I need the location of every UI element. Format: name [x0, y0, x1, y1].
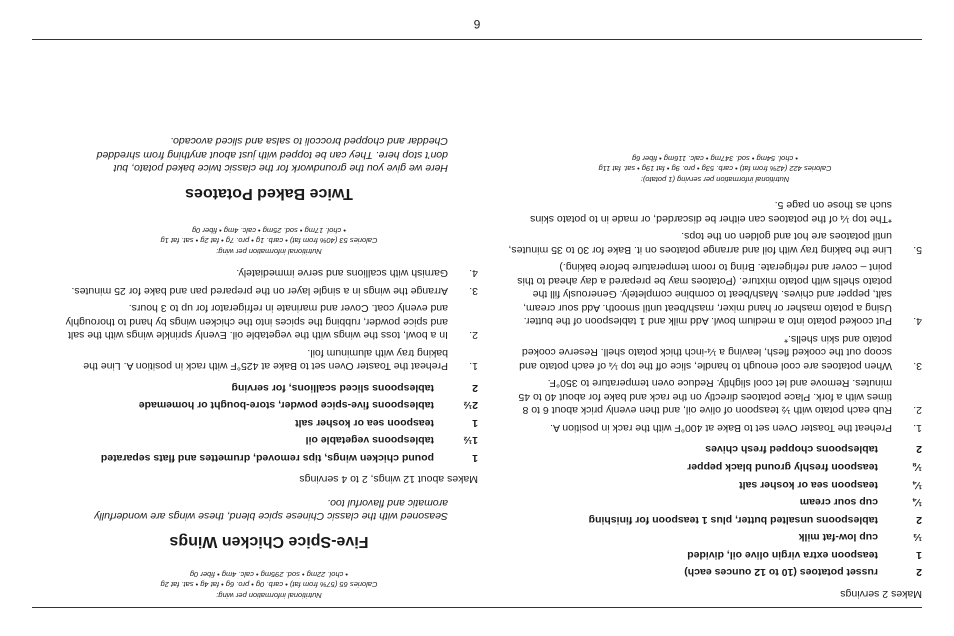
nutrition-line: Calories 65 (57% from fat) • carb. 0g • pro. 6g • fat 4g • sat. fat 2g	[160, 580, 378, 590]
wings-title: Five-Spice Chicken Wings	[169, 533, 369, 551]
ingredient-text: cup sour cream	[799, 496, 878, 509]
potatoes-footnote	[508, 198, 922, 225]
step-text: When potatoes are cool enough to handle, slice off the top ¼ of each potato and scoop out the cooked flesh, leaving a ¼-inch thick potato shell. Reserve cooked potato and skin shells.*	[519, 332, 892, 372]
ingredient-item	[508, 440, 922, 458]
ingredient-item	[508, 493, 922, 511]
ingredient-item	[508, 510, 922, 528]
top-rule	[32, 607, 922, 608]
ingredient-text: tablespoons chopped fresh chives	[705, 443, 878, 456]
step-number: 3.	[469, 284, 478, 297]
potatoes-recipe	[508, 152, 922, 600]
potatoes-yield: Makes 2 servings	[840, 588, 922, 600]
step-item	[60, 345, 478, 372]
potatoes-steps	[508, 229, 922, 434]
step-text: Line the baking tray with foil and arrange potatoes on it. Bake for 30 to 35 minutes, until potatoes are hot and golden on the tops.	[508, 230, 892, 256]
nutrition-heading: Nutritional information per serving (1 potato):	[640, 174, 790, 184]
ingredient-text: tablespoons five-spice powder, store-bought or homemade	[138, 399, 434, 412]
ingredient-qty: 1	[472, 452, 478, 464]
nutrition-line: • chol. 22mg • sod. 295mg • calc. 4mg • fiber 0g	[189, 570, 349, 579]
step-text: Arrange the wings in a single layer on the prepared pan and bake for 25 minutes.	[71, 284, 448, 297]
step-number: 2.	[469, 329, 478, 342]
ingredient-qty: 2	[916, 513, 922, 526]
ingredient-item	[508, 528, 922, 546]
step-item	[60, 266, 478, 280]
step-item	[60, 301, 478, 342]
step-item	[508, 420, 922, 434]
ingredient-qty: ¼	[913, 496, 922, 509]
ingredient-text: russet potatoes (10 to 12 ounces each)	[684, 566, 878, 579]
nutrition-heading: Nutritional information per wing:	[216, 591, 322, 600]
step-number: 4.	[469, 267, 478, 280]
nutrition-line: Calories 422 (42% from fat) • carb. 53g • pro. 9g • fat 19g • sat. fat 11g	[598, 164, 832, 174]
ingredient-text: tablespoons sliced scallions, for serving	[231, 381, 434, 394]
wings-yield: Makes about 12 wings, 2 to 4 servings	[299, 473, 478, 486]
ingredient-qty: ¼	[913, 478, 922, 491]
step-text: Garnish with scallions and serve immediately.	[236, 267, 448, 280]
wings-steps	[60, 266, 478, 373]
ingredient-text: tablespoons unsalted butter, plus 1 teaspoon for finishing	[588, 513, 878, 526]
ingredient-qty: 2	[472, 381, 478, 394]
page-number: 6	[473, 17, 481, 31]
ingredient-text: teaspoon sea or kosher salt	[739, 478, 878, 491]
nutrition-heading: Nutritional information per wing:	[216, 246, 322, 256]
ingredient-item	[508, 457, 922, 475]
ingredient-text: cup low-fat milk	[798, 531, 878, 544]
step-number: 5.	[913, 243, 922, 256]
step-text: Rub each potato with ½ teaspoon of olive oil, and then evenly prick about 6 to 8 times with a fork. Place potatoes directly on the rack and bake for about 40 to 45 minutes. Remove and let cool slightly. Reduce oven temperature to 350°F.	[518, 377, 892, 417]
ingredient-item	[60, 413, 478, 431]
ingredient-item	[60, 431, 478, 449]
nutrition-line: Calories 53 (40% from fat) • carb. 1g • pro. 7g • fat 2g • sat. fat 1g	[160, 236, 378, 246]
step-number: 3.	[913, 359, 922, 372]
ingredient-qty: 1	[916, 548, 922, 561]
potatoes-intro: Here we give you the groundwork for the classic twice baked potato, but don’t stop here. They can be topped with just about anything from shredded Cheddar and chopped broccoli to salsa and sliced avocado.	[96, 135, 448, 175]
ingredient-text: teaspoon extra virgin olive oil, divided	[687, 548, 878, 561]
ingredient-qty: ⅓	[913, 531, 922, 544]
ingredient-text: tablespoons vegetable oil	[305, 434, 434, 447]
nutrition-line: • chol. 17mg • sod. 25mg • calc. 4mg • fiber 0g	[192, 225, 346, 235]
step-number: 2.	[913, 404, 922, 417]
potatoes-nutrition	[508, 152, 922, 184]
ingredient-text: teaspoon freshly ground black pepper	[687, 460, 878, 473]
step-text: Preheat the Toaster Oven set to Bake at 425°F with rack in position A. Line the baking tray with aluminum foil.	[83, 346, 448, 373]
step-number: 4.	[913, 315, 922, 328]
wings-intro: Seasoned with the classic Chinese spice blend, these wings are wonderfully aromatic and flavorful too.	[94, 497, 448, 523]
wings-nutrition-2	[60, 224, 478, 256]
step-text: In a bowl, toss the wings with the vegetable oil. Evenly sprinkle wings with the salt and spice powder, rubbing the spices into the chicken wings by hand to thoroughly and evenly coat. Cover and marinate in refrigerator for up to 3 hours.	[65, 302, 448, 342]
bottom-rule	[32, 39, 922, 40]
nutrition-line: • chol. 54mg • sod. 347mg • calc. 116mg • fiber 6g	[632, 153, 798, 163]
step-item	[508, 331, 922, 372]
step-item	[60, 283, 478, 297]
step-text: Preheat the Toaster Oven set to Bake at 400°F with the rack in position A.	[550, 421, 892, 434]
ingredient-qty: 2½	[463, 399, 478, 412]
ingredient-qty: 1½	[463, 434, 478, 447]
ingredient-item	[508, 545, 922, 563]
potatoes-ingredients	[508, 440, 922, 581]
step-item	[508, 376, 922, 417]
step-item	[508, 260, 922, 328]
wings-ingredients	[60, 378, 478, 466]
wings-nutrition	[60, 569, 478, 601]
ingredient-qty: 2	[916, 566, 922, 579]
step-number: 1.	[913, 421, 922, 434]
step-number: 1.	[469, 360, 478, 373]
potatoes-title: Twice Baked Potatoes	[185, 185, 353, 203]
ingredient-item	[508, 475, 922, 493]
ingredient-text: teaspoon sea or kosher salt	[295, 416, 434, 429]
ingredient-qty: 1	[472, 416, 478, 429]
ingredient-item	[508, 563, 922, 581]
ingredient-qty: 2	[916, 443, 922, 456]
ingredient-qty: ⅛	[913, 460, 922, 473]
step-item	[508, 229, 922, 256]
ingredient-item	[60, 396, 478, 414]
ingredient-text: pound chicken wings, tips removed, drumettes and flats separated	[100, 452, 434, 464]
footnote-text: *The top ¼ of the potatoes can either be discarded, or made in to potato skins such as those on page 5.	[530, 199, 892, 225]
ingredient-item	[60, 448, 478, 466]
ingredient-item	[60, 378, 478, 396]
wings-recipe	[60, 124, 478, 600]
step-text: Put cooked potato into a medium bowl. Add milk and 1 tablespoon of the butter. Using a potato masher or hand mixer, mash/beat until smooth. Add sour cream, salt, pepper and chives. Mash/beat to combine completely. Generously fill the potato shells with potato mixture. (Potatoes may be prepared a day ahead to this point – cover and refrigerate. Bring to room temperature before baking.)	[517, 261, 892, 328]
